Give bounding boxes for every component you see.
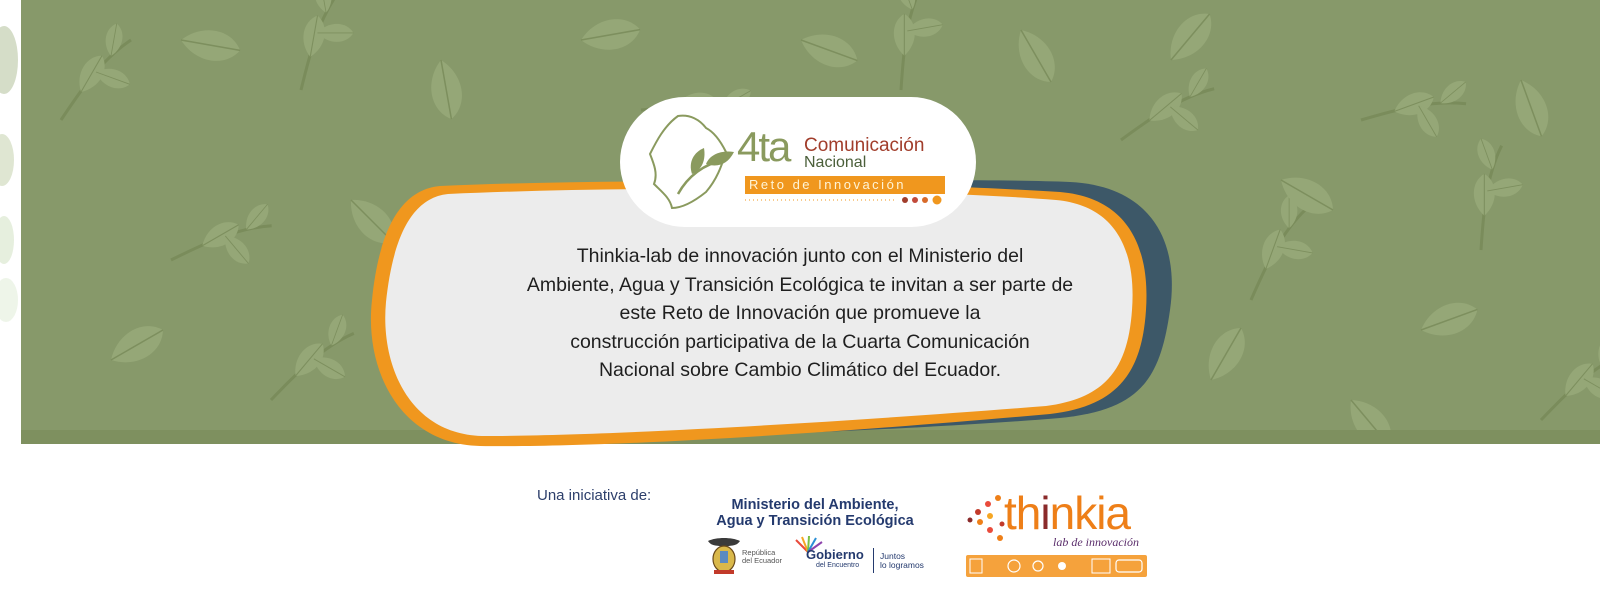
message-line: Ambiente, Agua y Transición Ecológica te invitan a ser parte de bbox=[526, 273, 1074, 296]
partner-logos-strip bbox=[966, 555, 1147, 577]
ministry-line: Ministerio del Ambiente, bbox=[731, 497, 899, 513]
ministry-line: Agua y Transición Ecológica bbox=[716, 513, 914, 529]
republica-line: República bbox=[742, 548, 776, 557]
gobierno-word: Gobierno bbox=[806, 547, 864, 562]
ministry-title bbox=[700, 497, 930, 529]
thinkia-wordmark bbox=[1004, 487, 1130, 539]
message-line: Thinkia-lab de innovación junto con el Ministerio del bbox=[576, 245, 1024, 267]
gobierno-slogan bbox=[880, 552, 924, 570]
gobierno-divider bbox=[873, 548, 874, 573]
partner-logos bbox=[966, 555, 1147, 577]
invitation-message bbox=[470, 242, 1130, 385]
ecuador-map-icon bbox=[648, 112, 738, 212]
message-line: construcción participativa de la Cuarta Comunicación bbox=[570, 330, 1030, 353]
initiative-label: Una iniciativa de: bbox=[537, 487, 652, 504]
logo-dots-decoration bbox=[745, 194, 945, 206]
ecuador-shield-icon bbox=[706, 537, 742, 577]
gobierno-sub: del Encuentro bbox=[816, 562, 860, 569]
republica-ecuador bbox=[742, 549, 782, 565]
republica-line: del Ecuador bbox=[742, 556, 783, 565]
left-edge-decoration bbox=[0, 0, 21, 444]
logo-4ta: 4ta bbox=[737, 123, 790, 170]
slogan-line: lo logramos bbox=[880, 560, 924, 570]
message-line: este Reto de Innovación que promueve la bbox=[619, 302, 981, 324]
logo-nacional: Nacional bbox=[804, 154, 867, 171]
logo-comunicacion: Comunicación bbox=[804, 135, 925, 156]
thinkia-subtitle: lab de innovación bbox=[1053, 535, 1139, 549]
slogan-line: Juntos bbox=[880, 551, 906, 561]
thinkia-i: i bbox=[1040, 487, 1050, 539]
thinkia-prefix: th bbox=[1004, 487, 1041, 539]
message-line: Nacional sobre Cambio Climático del Ecuador. bbox=[598, 359, 1002, 381]
thinkia-suffix: nkia bbox=[1049, 487, 1130, 539]
logo-tagline: Reto de Innovación bbox=[745, 176, 945, 194]
